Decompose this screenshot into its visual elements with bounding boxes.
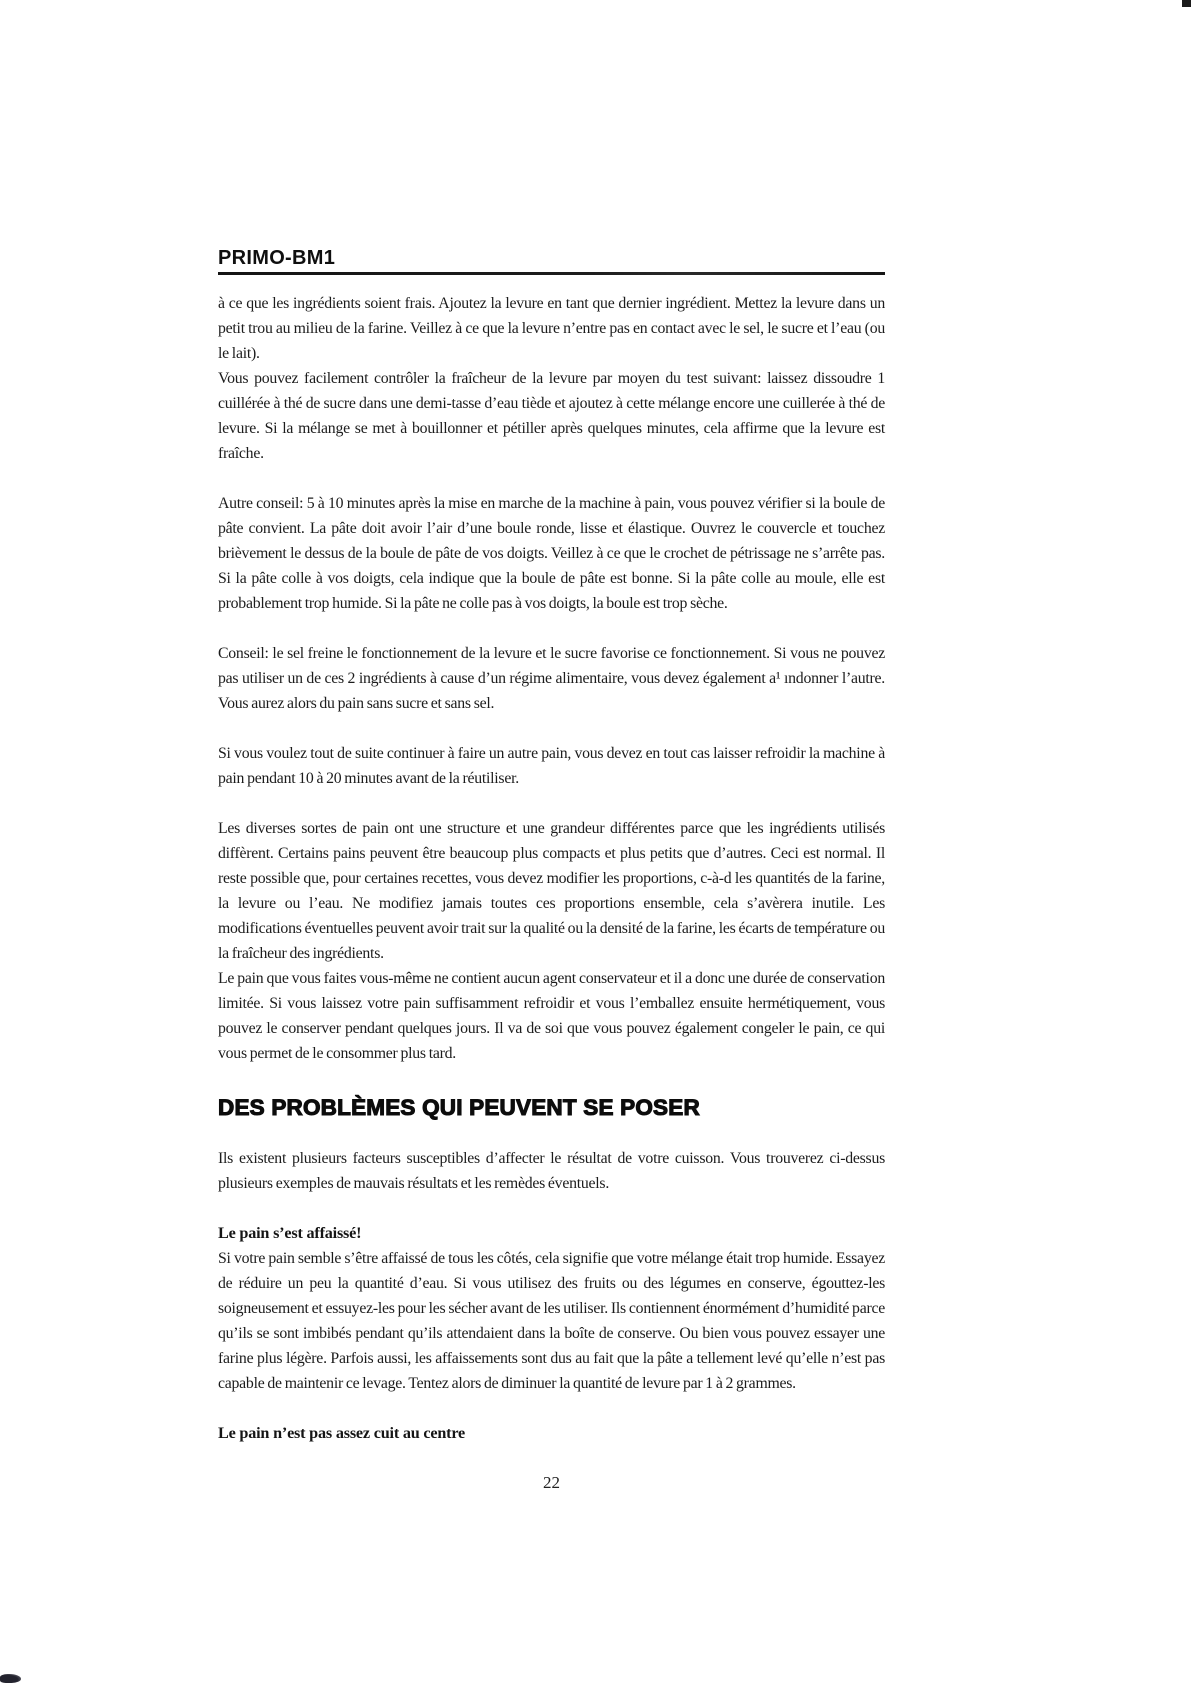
paragraph-test-levure: Vous pouvez facilement contrôler la fraîcheur de la levure par moyen du test suivant: laissez dissoudre 1 cuillérée à thé de sucre dans une demi-tasse d’eau tiède et ajoutez à cette mélange encore une cuillerée à thé de levure. Si la mélange se met à bouillonner et pétiller après quelques minutes, cela affirme que la levure est fraîche. (218, 370, 885, 462)
section-heading-problemes: DES PROBLÈMES QUI PEUVENT SE POSER (218, 1095, 700, 1120)
paragraph-autre-conseil: Autre conseil: 5 à 10 minutes après la mise en marche de la machine à pain, vous pouvez vérifier si la boule de pâte convient. La pâte doit avoir l’air d’une boule ronde, lisse et élastique. Ouvrez le couvercle et touchez brièvement le dessus de la boule de pâte de vos doigts. Veillez à ce que le crochet de pétrissage ne s’arrête pas. Si la pâte colle à vos doigts, cela indique que la boule de pâte est bonne. Si la pâte colle au moule, elle est probablement trop humide. Si la pâte ne colle pas à vos doigts, la boule est trop sèche. (218, 495, 885, 612)
paragraph-facteurs: Ils existent plusieurs facteurs susceptibles d’affecter le résultat de votre cuisson. Vous trouverez ci-dessus plusieurs exemples de mauvais résultats et les remèdes éventuels. (218, 1150, 885, 1192)
paragraph-conseil-sel-sucre: Conseil: le sel freine le fonctionnement de la levure et le sucre favorise ce fonctionnement. Si vous ne pouvez pas utiliser un de ces 2 ingrédients à cause d’un régime alimentaire, vous devez également a¹ ındonner l’autre. Vous aurez alors du pain sans sucre et sans sel. (218, 645, 885, 712)
paragraph-refroidir-machine: Si vous voulez tout de suite continuer à faire un autre pain, vous devez en tout cas laisser refroidir la machine à pain pendant 10 à 20 minutes avant de la réutiliser. (218, 745, 885, 787)
scan-artifact-top-right (1182, 0, 1191, 7)
scan-artifact-bottom-left (0, 1674, 21, 1683)
paragraph-pain-affaisse: Si votre pain semble s’être affaissé de tous les côtés, cela signifie que votre mélange était trop humide. Essayez de réduire un peu la quantité d’eau. Si vous utilisez des fruits ou des légumes en conserve, égouttez-les soigneusement et essuyez-les pour les sécher avant de les utiliser. Ils contiennent énormément d’humidité parce qu’ils se sont imbibés pendant qu’ils attendaient dans la boîte de conserve. Ou bien vous pouvez essayer une farine plus légère. Parfois aussi, les affaissements sont dus au fait que la pâte a tellement levé qu’elle n’est pas capable de maintenir ce levage. Tentez alors de diminuer la quantité de levure par 1 à 2 grammes. (218, 1250, 885, 1392)
page-title: PRIMO-BM1 (218, 247, 336, 269)
paragraph-sortes-de-pain: Les diverses sortes de pain ont une structure et une grandeur différentes parce que les ingrédients utilisés diffèrent. Certains pains peuvent être beaucoup plus compacts et plus petits que d’autres. Ceci est normal. Il reste possible que, pour certaines recettes, vous devez modifier les proportions, c-à-d les quantités de la farine, la levure ou l’eau. Ne modifiez jamais toutes ces proportions ensemble, cela s’avèrera inutile. Les modifications éventuelles peuvent avoir trait sur la qualité ou la densité de la farine, les écarts de température ou la fraîcheur des ingrédients. (218, 820, 885, 962)
paragraph-conservation: Le pain que vous faites vous-même ne contient aucun agent conservateur et il a donc une durée de conservation limitée. Si vous laissez votre pain suffisamment refroidir et vous l’emballez ensuite hermétiquement, vous pouvez le conserver pendant quelques jours. Il va de soi que vous pouvez également congeler le pain, ce qui vous permet de le consommer plus tard. (218, 970, 885, 1062)
title-rule (218, 272, 885, 275)
page-number: 22 (543, 1473, 560, 1492)
paragraph-ingredients-frais: à ce que les ingrédients soient frais. Ajoutez la levure en tant que dernier ingrédient. Mettez la levure dans un petit trou au milieu de la farine. Veillez à ce que la levure n’entre pas en contact avec le sel, le sucre et l’eau (ou le lait). (218, 295, 885, 362)
subheading-pain-affaisse: Le pain s’est affaissé! (218, 1224, 362, 1242)
text-block (218, 247, 885, 1493)
subheading-pain-pas-cuit: Le pain n’est pas assez cuit au centre (218, 1424, 466, 1442)
